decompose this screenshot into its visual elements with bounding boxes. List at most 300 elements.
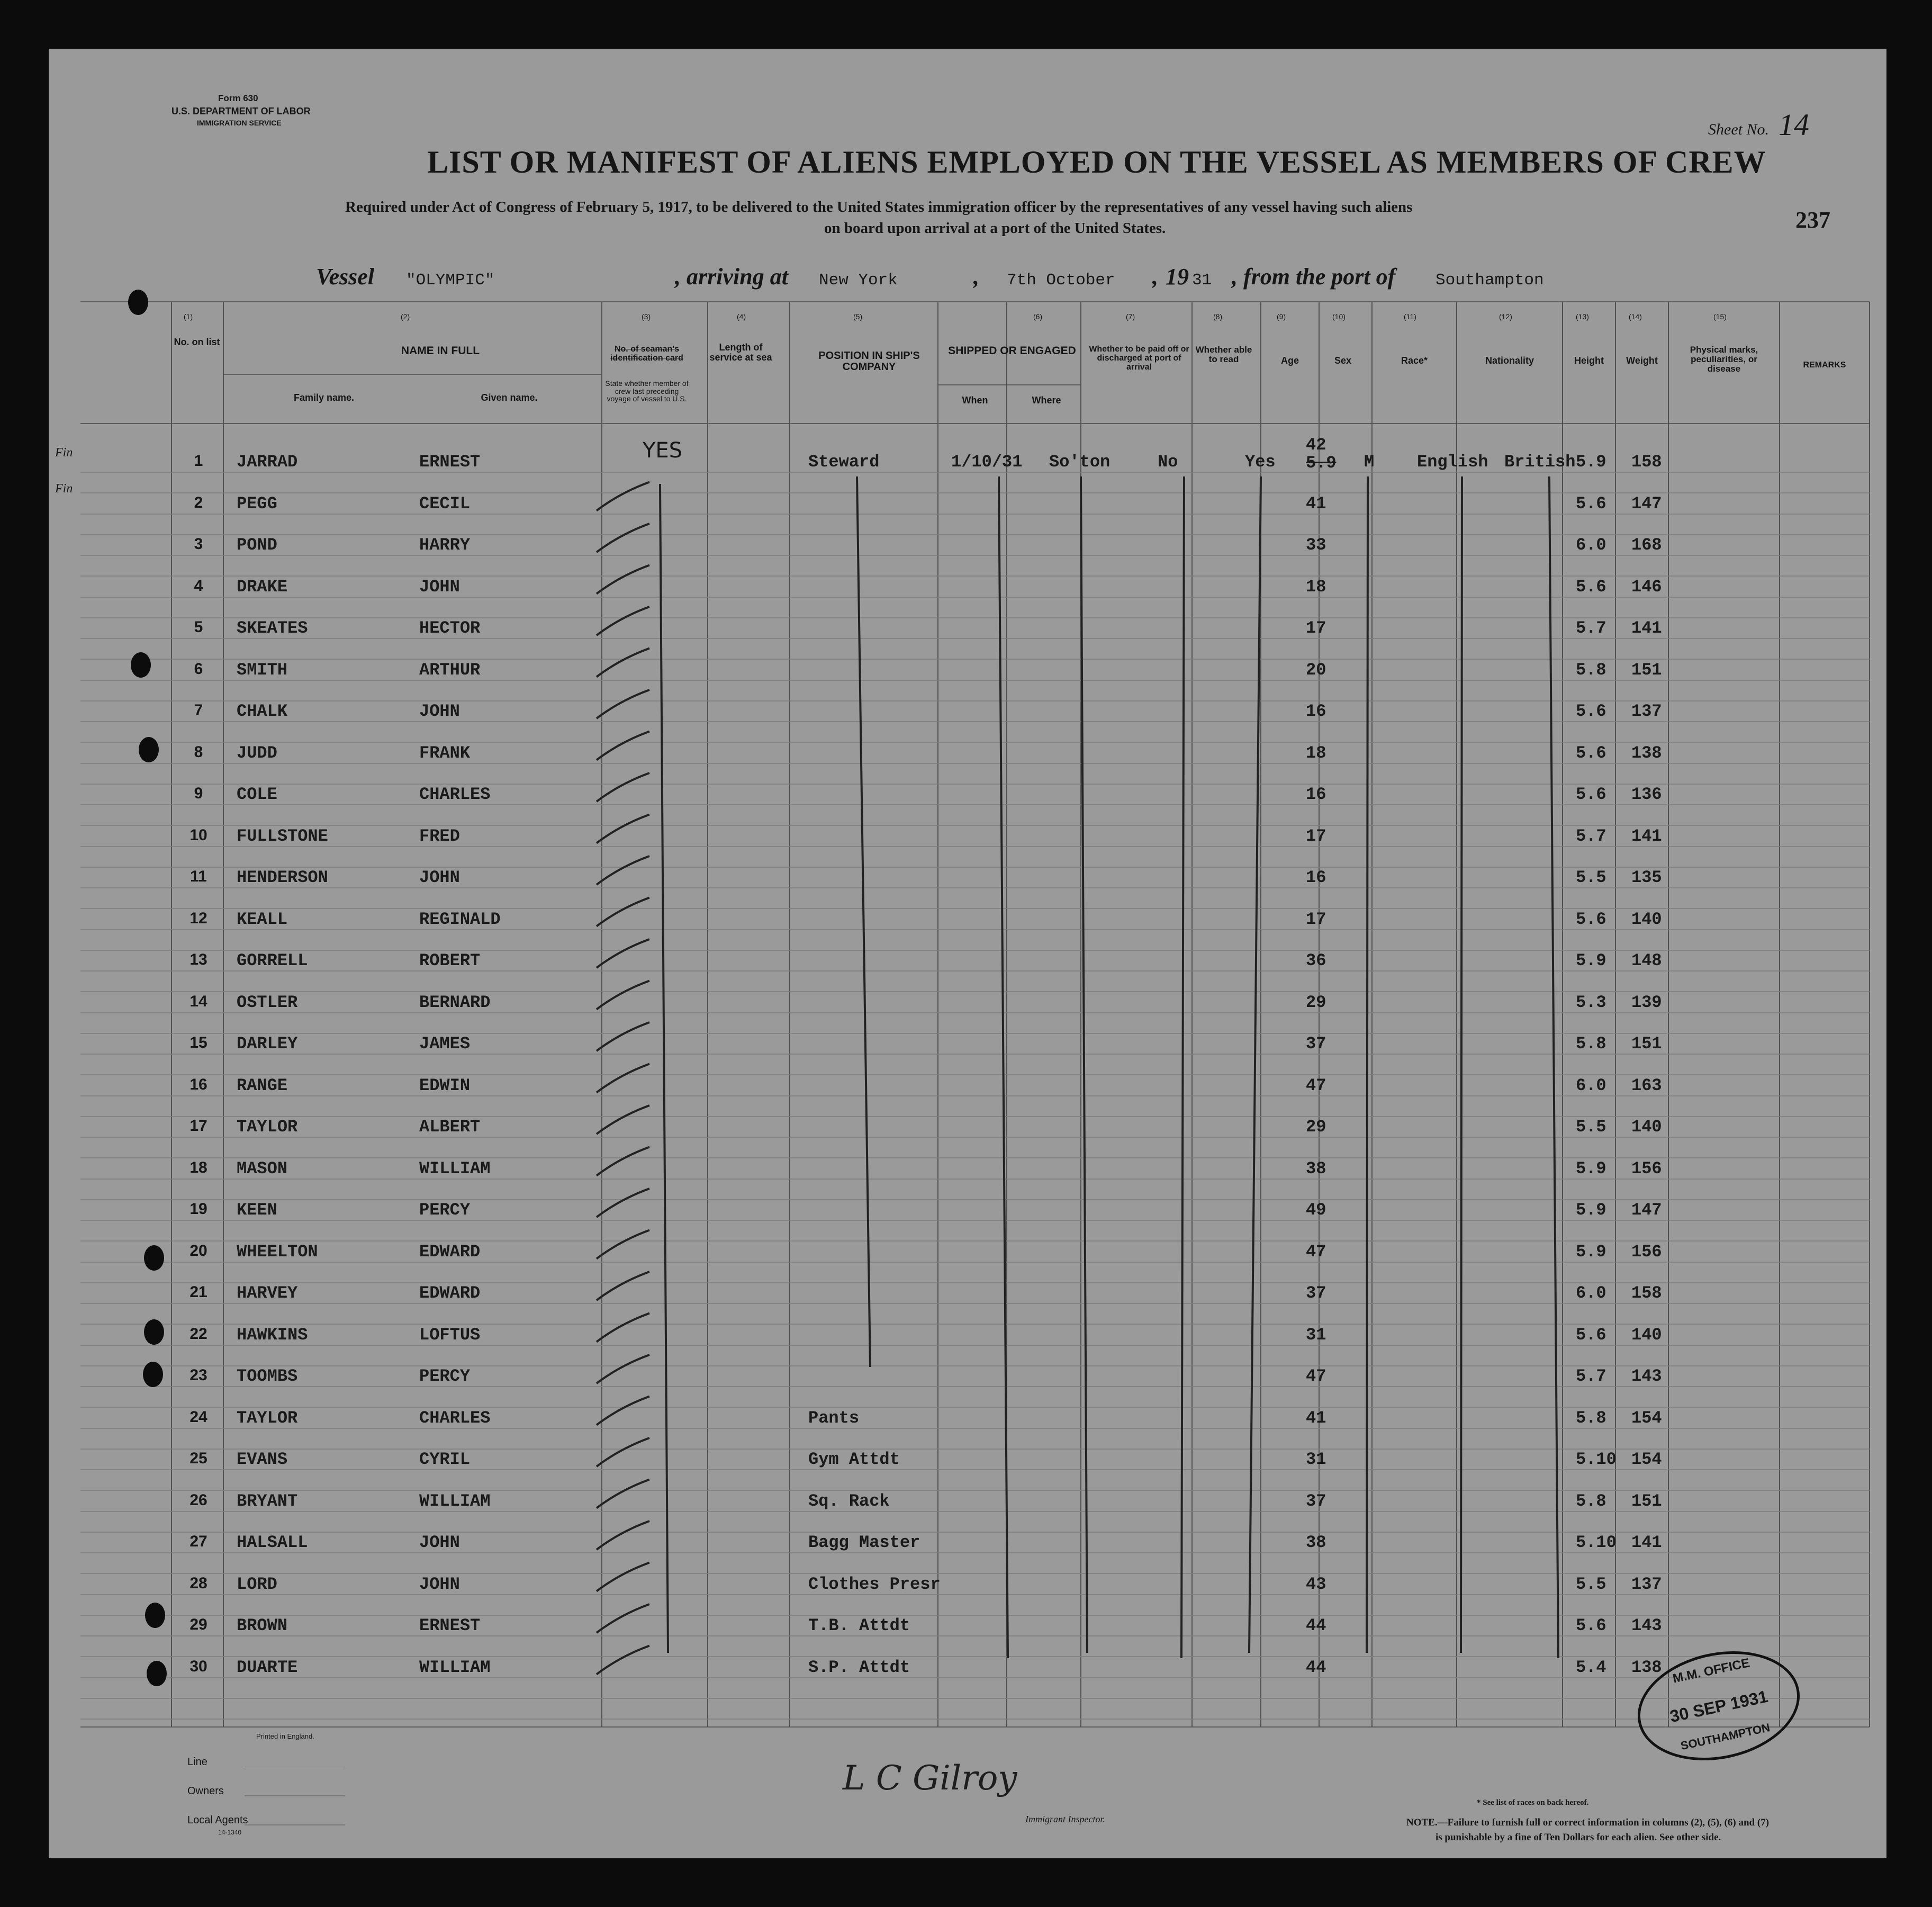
year-prefix: 19	[1166, 264, 1189, 290]
row-number: 29	[189, 1616, 207, 1633]
row-number: 1	[194, 452, 203, 470]
given-name: ROBERT	[419, 951, 481, 970]
height: 5.6	[1576, 577, 1606, 597]
family-name: POND	[237, 535, 277, 555]
row-number: 21	[189, 1283, 207, 1301]
header-id-card-note: State whether member of crew last preceding voyage of vessel to U.S.	[605, 379, 689, 403]
family-name: KEALL	[237, 909, 288, 929]
weight: 136	[1631, 785, 1662, 804]
age: 44	[1306, 1657, 1326, 1677]
age: 29	[1306, 992, 1326, 1012]
family-name: COLE	[237, 785, 277, 804]
row-1-paid-off: No	[1158, 452, 1178, 472]
ditto-tick	[597, 898, 649, 926]
form-subtitle-line-2: on board upon arrival at a port of the United States.	[824, 220, 1166, 237]
height: 5.4	[1576, 1657, 1606, 1677]
family-name: RANGE	[237, 1075, 288, 1095]
row-number: 26	[189, 1491, 207, 1509]
family-name: MASON	[237, 1158, 288, 1179]
ditto-tick	[597, 1438, 649, 1467]
service-name: IMMIGRATION SERVICE	[197, 119, 282, 127]
family-name: DARLEY	[237, 1034, 298, 1054]
ditto-tick	[597, 690, 649, 718]
header-family-name: Family name.	[293, 392, 355, 403]
given-name: FRED	[419, 826, 460, 846]
weight: 141	[1631, 1533, 1662, 1552]
stamp-date: 30 SEP 1931	[1668, 1686, 1770, 1726]
height: 5.9	[1576, 1200, 1606, 1220]
from-port-label: , from the port of	[1232, 264, 1396, 290]
ditto-line-race	[1461, 476, 1462, 1653]
row-number: 16	[189, 1075, 207, 1093]
row-number: 14	[189, 992, 207, 1010]
ditto-tick	[597, 815, 649, 843]
height: 5.6	[1576, 493, 1606, 514]
column-number: (14)	[1629, 312, 1642, 321]
weight: 147	[1631, 1200, 1662, 1220]
weight: 140	[1631, 1117, 1662, 1137]
row-number: 15	[189, 1034, 207, 1051]
weight: 151	[1631, 1491, 1662, 1511]
height: 5.7	[1576, 826, 1606, 846]
column-number: (13)	[1576, 312, 1589, 321]
row-number: 8	[194, 743, 203, 761]
age: 18	[1306, 743, 1326, 763]
height: 5.5	[1576, 1574, 1606, 1594]
family-name: PEGG	[237, 493, 277, 514]
given-name: JOHN	[419, 868, 460, 887]
column-number: (7)	[1126, 312, 1135, 321]
row-number: 25	[189, 1450, 207, 1467]
row-number: 28	[189, 1574, 207, 1592]
sheet-label: Sheet No.	[1708, 121, 1769, 138]
height: 5.8	[1576, 1408, 1606, 1428]
row-number: 22	[189, 1325, 207, 1343]
arriving-port: New York	[819, 271, 898, 290]
row-1-where: So'ton	[1049, 452, 1111, 472]
weight: 140	[1631, 909, 1662, 929]
column-number: (9)	[1277, 312, 1286, 321]
family-name: DRAKE	[237, 577, 288, 597]
header-age: Age	[1280, 355, 1299, 366]
ditto-tick	[597, 1646, 649, 1675]
margin-note-1: Fin	[55, 446, 73, 460]
ditto-tick	[597, 1314, 649, 1342]
ditto-tick	[597, 856, 649, 885]
row-1-sex: M	[1364, 452, 1375, 472]
height: 5.7	[1576, 1366, 1606, 1386]
weight: 163	[1631, 1075, 1662, 1095]
age: 16	[1306, 785, 1326, 804]
row-number: 12	[189, 909, 207, 927]
stamp-top-text: M.M. OFFICE	[1671, 1656, 1752, 1686]
ditto-marks	[49, 49, 1886, 1858]
row-number: 18	[189, 1158, 207, 1176]
row-number: 4	[194, 577, 203, 595]
position: Pants	[808, 1408, 860, 1428]
row-number: 24	[189, 1408, 207, 1426]
height: 5.10	[1576, 1450, 1617, 1469]
row-number: 23	[189, 1366, 207, 1384]
family-name: WHEELTON	[237, 1242, 318, 1262]
margin-note-2: Fin	[55, 482, 73, 496]
weight: 139	[1631, 992, 1662, 1012]
given-name: EDWARD	[419, 1242, 481, 1262]
ditto-tick	[597, 1189, 649, 1217]
weight: 141	[1631, 618, 1662, 638]
ditto-tick	[597, 939, 649, 968]
family-name: SMITH	[237, 660, 288, 680]
given-name: EDWARD	[419, 1283, 481, 1303]
weight: 154	[1631, 1450, 1662, 1469]
family-name: BROWN	[237, 1616, 288, 1635]
ditto-tick	[597, 1147, 649, 1176]
header-remarks: REMARKS	[1803, 361, 1846, 370]
age: 37	[1306, 1283, 1326, 1303]
weight: 135	[1631, 868, 1662, 887]
form-number: Form 630	[218, 93, 258, 103]
row-number: 17	[189, 1117, 207, 1135]
weight: 147	[1631, 493, 1662, 514]
given-name: ERNEST	[419, 452, 481, 472]
column-number: (5)	[853, 312, 863, 321]
ditto-tick	[597, 1397, 649, 1425]
ditto-tick	[597, 1272, 649, 1300]
line-label: Line	[187, 1756, 207, 1768]
age: 38	[1306, 1533, 1326, 1552]
height: 5.6	[1576, 1616, 1606, 1635]
given-name: EDWIN	[419, 1075, 471, 1095]
age: 29	[1306, 1117, 1326, 1137]
weight: 148	[1631, 951, 1662, 970]
age: 49	[1306, 1200, 1326, 1220]
height: 5.6	[1576, 909, 1606, 929]
header-able-to-read: Whether able to read	[1195, 345, 1252, 364]
header-length-of-service: Length of service at sea	[709, 342, 772, 363]
age: 38	[1306, 1158, 1326, 1179]
height: 6.0	[1576, 535, 1606, 555]
row-number: 9	[194, 785, 203, 802]
given-name: JOHN	[419, 577, 460, 597]
header-id-card: No. of seaman's identification card	[610, 345, 683, 363]
given-name: PERCY	[419, 1200, 471, 1220]
weight: 158	[1631, 452, 1662, 472]
family-name: GORRELL	[237, 951, 308, 970]
given-name: FRANK	[419, 743, 471, 763]
header-weight: Weight	[1626, 355, 1658, 366]
ditto-tick	[597, 1064, 649, 1093]
family-name: HAWKINS	[237, 1325, 308, 1345]
ditto-line-paid-off	[1181, 476, 1184, 1658]
position: S.P. Attdt	[808, 1657, 910, 1677]
given-name: JOHN	[419, 701, 460, 721]
weight: 168	[1631, 535, 1662, 555]
weight: 138	[1631, 743, 1662, 763]
weight: 146	[1631, 577, 1662, 597]
position: Gym Attdt	[808, 1450, 900, 1469]
ditto-line-when	[999, 476, 1008, 1658]
row-number: 13	[189, 951, 207, 968]
form-code: 14-1340	[218, 1829, 242, 1836]
given-name: WILLIAM	[419, 1491, 491, 1511]
ditto-tick	[597, 565, 649, 594]
ditto-tick	[597, 1604, 649, 1633]
row-number: 10	[189, 826, 207, 844]
age: 41	[1306, 493, 1326, 514]
weight: 143	[1631, 1366, 1662, 1386]
family-name: TAYLOR	[237, 1117, 298, 1137]
page-number: 237	[1795, 207, 1830, 233]
ditto-line-position	[857, 476, 870, 1367]
age: 20	[1306, 660, 1326, 680]
ditto-tick	[597, 732, 649, 760]
position: Sq. Rack	[808, 1491, 890, 1511]
column-number: (15)	[1713, 312, 1727, 321]
header-height: Height	[1574, 355, 1604, 366]
column-number: (11)	[1404, 312, 1416, 321]
age: 47	[1306, 1075, 1326, 1095]
header-name-in-full: NAME IN FULL	[401, 345, 480, 357]
ditto-tick	[597, 1022, 649, 1051]
given-name: CHARLES	[419, 1408, 491, 1428]
given-name: WILLIAM	[419, 1657, 491, 1677]
position: Clothes Presr	[808, 1574, 941, 1594]
ditto-line-where	[1081, 476, 1087, 1653]
header-position: POSITION IN SHIP'S COMPANY	[818, 350, 920, 373]
weight: 158	[1631, 1283, 1662, 1303]
age: 17	[1306, 826, 1326, 846]
family-name: FULLSTONE	[237, 826, 328, 846]
weight: 137	[1631, 1574, 1662, 1594]
penalty-note-line-2: is punishable by a fine of Ten Dollars for each alien. See other side.	[1436, 1832, 1721, 1843]
height: 5.10	[1576, 1533, 1617, 1552]
ditto-tick	[597, 1480, 649, 1508]
family-name: KEEN	[237, 1200, 277, 1220]
given-name: BERNARD	[419, 992, 491, 1012]
header-sex: Sex	[1334, 355, 1352, 366]
family-name: JUDD	[237, 743, 277, 763]
given-name: CECIL	[419, 493, 471, 514]
stamp-bottom-text: SOUTHAMPTON	[1679, 1721, 1772, 1753]
row-1-age: 42	[1306, 435, 1326, 455]
column-number: (8)	[1213, 312, 1223, 321]
age: 47	[1306, 1242, 1326, 1262]
family-name: JARRAD	[237, 452, 298, 472]
age: 31	[1306, 1325, 1326, 1345]
date-separator: ,	[973, 264, 979, 290]
age: 41	[1306, 1408, 1326, 1428]
weight: 151	[1631, 1034, 1662, 1054]
header-race: Race*	[1401, 355, 1428, 366]
family-name: BRYANT	[237, 1491, 298, 1511]
family-name: OSTLER	[237, 992, 298, 1012]
weight: 140	[1631, 1325, 1662, 1345]
ditto-line-nationality	[1549, 476, 1558, 1658]
column-number: (6)	[1033, 312, 1043, 321]
races-note: * See list of races on back hereof.	[1477, 1798, 1589, 1807]
family-name: TOOMBS	[237, 1366, 298, 1386]
header-shipped: SHIPPED OR ENGAGED	[948, 345, 1076, 357]
row-number: 20	[189, 1242, 207, 1260]
row-1-nationality: British	[1504, 452, 1576, 472]
header-given-name: Given name.	[481, 392, 538, 403]
header-nationality: Nationality	[1485, 355, 1534, 366]
row-1-able-to-read: Yes	[1245, 452, 1276, 472]
row-number: 11	[190, 868, 207, 885]
family-name: TAYLOR	[237, 1408, 298, 1428]
printed-note: Printed in England.	[256, 1732, 314, 1740]
column-number: (3)	[642, 312, 651, 321]
given-name: JOHN	[419, 1574, 460, 1594]
ditto-tick	[597, 773, 649, 802]
ditto-tick	[597, 1105, 649, 1134]
ditto-tick	[597, 1563, 649, 1591]
preceding-voyage-answer: YES	[643, 438, 683, 463]
ditto-tick	[597, 649, 649, 677]
age: 47	[1306, 1366, 1326, 1386]
column-number: (10)	[1332, 312, 1346, 321]
penalty-note-line-1: NOTE.—Failure to furnish full or correct information in columns (2), (5), (6) and (7)	[1406, 1817, 1770, 1828]
column-number: (1)	[184, 312, 193, 321]
column-number: (4)	[737, 312, 746, 321]
arrival-date: 7th October	[1007, 271, 1115, 290]
row-number: 5	[194, 618, 203, 636]
given-name: PERCY	[419, 1366, 471, 1386]
row-1-position: Steward	[808, 452, 880, 472]
form-subtitle-line-1: Required under Act of Congress of February 5, 1917, to be delivered to the United States immigration officer by the representatives of any vessel having such aliens	[345, 199, 1413, 215]
ditto-line-id-card	[660, 484, 668, 1653]
height: 5.9	[1576, 951, 1606, 970]
age: 18	[1306, 577, 1326, 597]
local-agents-label: Local Agents	[187, 1814, 248, 1826]
given-name: ERNEST	[419, 1616, 481, 1635]
ditto-line-sex	[1367, 476, 1368, 1653]
age: 17	[1306, 909, 1326, 929]
header-when: When	[962, 395, 988, 406]
age: 31	[1306, 1450, 1326, 1469]
arrival-year: 31	[1192, 271, 1212, 290]
weight: 156	[1631, 1158, 1662, 1179]
family-name: HENDERSON	[237, 868, 328, 887]
age: 16	[1306, 868, 1326, 887]
row-1-when: 1/10/31	[951, 452, 1023, 472]
age: 44	[1306, 1616, 1326, 1635]
age: 37	[1306, 1491, 1326, 1511]
vessel-name: "OLYMPIC"	[406, 271, 495, 290]
ditto-tick	[597, 981, 649, 1010]
weight: 137	[1631, 701, 1662, 721]
weight: 151	[1631, 660, 1662, 680]
weight: 138	[1631, 1657, 1662, 1677]
age: 37	[1306, 1034, 1326, 1054]
height: 5.6	[1576, 701, 1606, 721]
height: 5.3	[1576, 992, 1606, 1012]
row-1-age-struck: 5.9	[1306, 453, 1337, 473]
column-number: (2)	[401, 312, 410, 321]
family-name: CHALK	[237, 701, 288, 721]
family-name: SKEATES	[237, 618, 308, 638]
header-paid-off: Whether to be paid off or discharged at port of arrival	[1089, 345, 1189, 372]
given-name: ALBERT	[419, 1117, 481, 1137]
row-number: 7	[194, 701, 203, 719]
agent-bracket	[245, 1767, 350, 1841]
age: 17	[1306, 618, 1326, 638]
height: 5.5	[1576, 868, 1606, 887]
row-number: 19	[189, 1200, 207, 1218]
year-separator: ,	[1152, 264, 1158, 290]
ditto-tick	[597, 482, 649, 511]
age: 36	[1306, 951, 1326, 970]
given-name: HARRY	[419, 535, 471, 555]
row-number: 6	[194, 660, 203, 678]
ditto-tick	[597, 607, 649, 635]
header-where: Where	[1032, 395, 1061, 406]
position: Bagg Master	[808, 1533, 920, 1552]
form-title: LIST OR MANIFEST OF ALIENS EMPLOYED ON THE VESSEL AS MEMBERS OF CREW	[427, 145, 1766, 179]
ditto-tick	[597, 1521, 649, 1550]
row-number: 3	[194, 535, 203, 553]
given-name: JAMES	[419, 1034, 471, 1054]
given-name: HECTOR	[419, 618, 481, 638]
department-name: U.S. DEPARTMENT OF LABOR	[171, 106, 311, 116]
given-name: JOHN	[419, 1533, 460, 1552]
weight: 141	[1631, 826, 1662, 846]
height: 5.6	[1576, 1325, 1606, 1345]
height: 6.0	[1576, 1075, 1606, 1095]
age: 43	[1306, 1574, 1326, 1594]
inspector-label: Immigrant Inspector.	[1025, 1814, 1105, 1824]
header-no-on-list: No. on list	[174, 337, 220, 347]
given-name: CYRIL	[419, 1450, 471, 1469]
family-name: EVANS	[237, 1450, 288, 1469]
family-name: LORD	[237, 1574, 277, 1594]
weight: 143	[1631, 1616, 1662, 1635]
inspector-signature: L C Gilroy	[843, 1759, 1017, 1798]
height: 5.9	[1576, 1158, 1606, 1179]
row-number: 27	[189, 1533, 207, 1550]
weight: 154	[1631, 1408, 1662, 1428]
height: 6.0	[1576, 1283, 1606, 1303]
weight: 156	[1631, 1242, 1662, 1262]
height: 5.6	[1576, 785, 1606, 804]
family-name: DUARTE	[237, 1657, 298, 1677]
sheet-number: 14	[1778, 107, 1809, 142]
given-name: LOFTUS	[419, 1325, 481, 1345]
height: 5.8	[1576, 660, 1606, 680]
arriving-label: , arriving at	[675, 264, 788, 290]
height: 5.8	[1576, 1491, 1606, 1511]
age: 33	[1306, 535, 1326, 555]
ditto-tick	[597, 524, 649, 552]
column-number: (12)	[1499, 312, 1512, 321]
row-1-race: English	[1417, 452, 1488, 472]
given-name: REGINALD	[419, 909, 501, 929]
position: T.B. Attdt	[808, 1616, 910, 1635]
row-number: 30	[189, 1657, 207, 1675]
ditto-tick	[597, 1230, 649, 1259]
height: 5.5	[1576, 1117, 1606, 1137]
family-name: HARVEY	[237, 1283, 298, 1303]
given-name: CHARLES	[419, 785, 491, 804]
manifest-sheet	[49, 49, 1886, 1858]
height: 5.9	[1576, 1242, 1606, 1262]
height: 5.6	[1576, 743, 1606, 763]
row-number: 2	[194, 493, 203, 511]
ditto-tick	[597, 1355, 649, 1383]
height: 5.8	[1576, 1034, 1606, 1054]
age: 16	[1306, 701, 1326, 721]
height: 5.7	[1576, 618, 1606, 638]
